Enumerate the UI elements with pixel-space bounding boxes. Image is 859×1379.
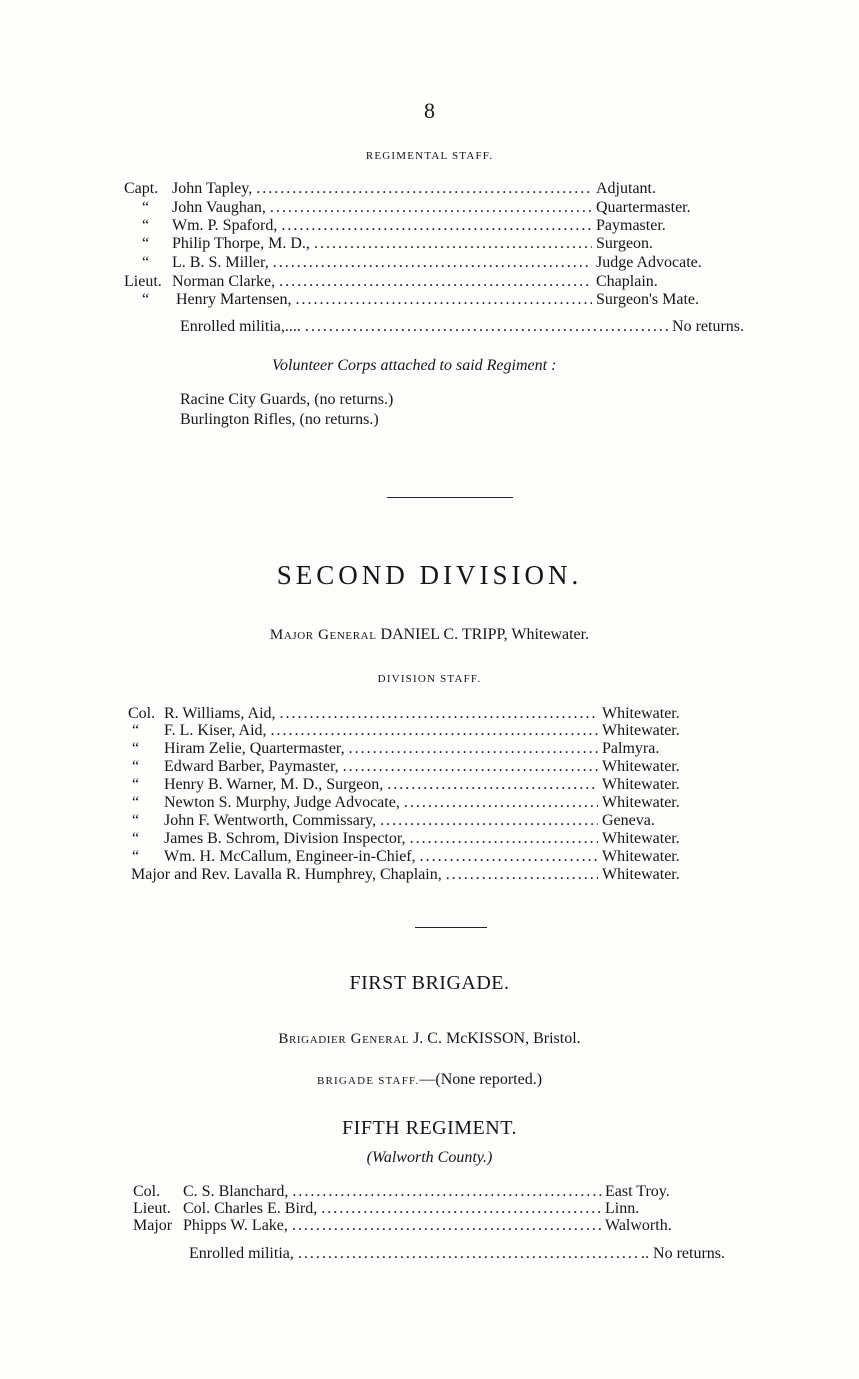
staff-name: John Tapley,	[172, 180, 253, 197]
commander-rank: Major General	[269, 627, 377, 643]
ditto-mark: “	[132, 722, 140, 739]
commander-rank: Brigadier General	[278, 1031, 410, 1047]
ditto-mark: “	[142, 199, 150, 216]
enrolled-militia-row	[180, 318, 744, 336]
rank-prefix: Lieut.	[124, 273, 162, 290]
page-number: 8	[424, 98, 435, 123]
dot-leader	[314, 235, 592, 253]
ditto-mark: “	[132, 794, 140, 811]
staff-location: Whitewater.	[602, 722, 680, 739]
officer-location: Linn.	[605, 1200, 640, 1217]
volunteer-corps-heading: Volunteer Corps attached to said Regiment :	[272, 357, 557, 374]
dot-leader	[446, 866, 598, 884]
officer-name: Phipps W. Lake,	[183, 1217, 288, 1234]
staff-name: Norman Clarke,	[172, 273, 276, 290]
regimental-staff-heading: REGIMENTAL STAFF.	[365, 150, 494, 162]
rank-prefix: Capt.	[124, 180, 159, 197]
dot-leader	[387, 776, 598, 794]
regiment-county: (Walworth County.)	[366, 1149, 493, 1166]
rank-prefix: Major	[133, 1217, 173, 1234]
regiment-title: FIFTH REGIMENT.	[342, 1117, 517, 1139]
enrolled-label: Enrolled militia,	[189, 1245, 294, 1262]
section-divider	[415, 927, 487, 928]
dot-leader	[343, 758, 598, 776]
officer-name: C. S. Blanchard,	[183, 1183, 289, 1200]
staff-name: R. Williams, Aid,	[164, 705, 276, 722]
list-item	[133, 1200, 697, 1218]
list-item	[128, 705, 702, 723]
section-divider	[387, 497, 513, 498]
list-item	[128, 758, 702, 776]
ditto-mark: “	[132, 848, 140, 865]
dot-leader	[305, 318, 668, 336]
enrolled-label: Enrolled militia,....	[180, 318, 301, 335]
staff-location: Whitewater.	[602, 830, 680, 847]
ditto-mark: “	[132, 776, 140, 793]
officer-name: Col. Charles E. Bird,	[183, 1200, 318, 1217]
rank-prefix: Lieut.	[133, 1200, 171, 1217]
list-item	[124, 273, 736, 291]
list-item	[124, 180, 736, 198]
dot-leader	[349, 740, 598, 758]
dot-leader	[321, 1200, 601, 1218]
enrolled-militia-row	[189, 1245, 725, 1263]
officer-location: East Troy.	[605, 1183, 670, 1200]
dot-leader	[270, 199, 592, 217]
staff-role: Judge Advocate.	[596, 254, 702, 271]
officer-location: Walworth.	[605, 1217, 672, 1234]
list-item	[128, 830, 702, 848]
staff-role: Surgeon.	[596, 235, 654, 252]
staff-name: Henry B. Warner, M. D., Surgeon,	[164, 776, 384, 793]
dot-leader	[292, 1217, 601, 1235]
staff-role: Chaplain.	[596, 273, 658, 290]
brigade-staff-note: —(None reported.)	[419, 1071, 543, 1088]
rank-prefix: Col.	[128, 705, 156, 722]
list-item	[124, 217, 736, 235]
dot-leader	[380, 812, 598, 830]
enrolled-value: .. No returns.	[641, 1245, 725, 1262]
dot-leader	[280, 705, 598, 723]
ditto-mark: “	[132, 758, 140, 775]
staff-location: Whitewater.	[602, 705, 680, 722]
list-item	[128, 776, 702, 794]
dot-leader	[296, 291, 592, 309]
staff-role: Surgeon's Mate.	[596, 291, 700, 308]
list-item	[131, 866, 702, 884]
dot-leader	[410, 830, 598, 848]
volunteer-item: Racine City Guards, (no returns.)	[180, 391, 394, 408]
dot-leader	[292, 1183, 601, 1201]
enrolled-value: No returns.	[672, 318, 744, 335]
staff-name: John Vaughan,	[172, 199, 266, 216]
list-item	[124, 254, 736, 272]
dot-leader	[298, 1245, 637, 1263]
rank-prefix: Col.	[133, 1183, 161, 1200]
staff-location: Whitewater.	[602, 776, 680, 793]
brigade-staff-label: BRIGADE STAFF.	[316, 1075, 420, 1087]
staff-name: John F. Wentworth, Commissary,	[164, 812, 377, 829]
staff-role: Paymaster.	[596, 217, 666, 234]
staff-role: Adjutant.	[596, 180, 656, 197]
staff-name: Edward Barber, Paymaster,	[164, 758, 339, 775]
dot-leader	[273, 254, 592, 272]
dot-leader	[256, 180, 592, 198]
ditto-mark: “	[132, 812, 140, 829]
division-title: SECOND DIVISION.	[276, 560, 583, 590]
division-staff-heading: DIVISION STAFF.	[377, 673, 482, 685]
list-item	[128, 740, 702, 758]
dot-leader	[271, 722, 598, 740]
list-item	[128, 812, 702, 830]
list-item	[124, 199, 736, 217]
commander-name: J. C. McKISSON, Bristol.	[413, 1030, 581, 1047]
staff-name: James B. Schrom, Division Inspector,	[164, 830, 406, 847]
staff-name: L. B. S. Miller,	[172, 254, 269, 271]
staff-location: Whitewater.	[602, 848, 680, 865]
staff-location: Whitewater.	[602, 758, 680, 775]
ditto-mark: “	[132, 740, 140, 757]
list-item	[128, 794, 702, 812]
staff-location: Whitewater.	[602, 794, 680, 811]
staff-name: Wm. H. McCallum, Engineer-in-Chief,	[164, 848, 416, 865]
staff-location: Palmyra.	[602, 740, 660, 757]
staff-name: Philip Thorpe, M. D.,	[172, 235, 310, 252]
list-item	[133, 1217, 697, 1235]
staff-name: Major and Rev. Lavalla R. Humphrey, Chaplain,	[131, 866, 442, 883]
dot-leader	[281, 217, 592, 235]
list-item	[124, 291, 736, 309]
list-item	[124, 235, 736, 253]
staff-location: Whitewater.	[602, 866, 680, 883]
ditto-mark: “	[142, 217, 150, 234]
brigade-title: FIRST BRIGADE.	[349, 972, 510, 994]
dot-leader	[279, 273, 592, 291]
commander-name: DANIEL C. TRIPP, Whitewater.	[380, 626, 590, 643]
staff-name: Wm. P. Spaford,	[172, 217, 278, 234]
staff-name: F. L. Kiser, Aid,	[164, 722, 267, 739]
brigade-commander-line	[0, 1030, 859, 1048]
dot-leader	[420, 848, 598, 866]
staff-name: Newton S. Murphy, Judge Advocate,	[164, 794, 400, 811]
list-item	[128, 722, 702, 740]
division-commander-line	[0, 626, 859, 644]
staff-location: Geneva.	[602, 812, 655, 829]
brigade-staff-line	[0, 1071, 859, 1089]
staff-name: Hiram Zelie, Quartermaster,	[164, 740, 345, 757]
list-item	[128, 848, 702, 866]
ditto-mark: “	[142, 235, 150, 252]
ditto-mark: “	[132, 830, 140, 847]
ditto-mark: “	[142, 254, 150, 271]
ditto-mark: “	[142, 291, 150, 308]
list-item	[133, 1183, 697, 1201]
volunteer-item: Burlington Rifles, (no returns.)	[180, 411, 379, 428]
staff-role: Quartermaster.	[596, 199, 691, 216]
staff-name: Henry Martensen,	[176, 291, 292, 308]
dot-leader	[404, 794, 598, 812]
